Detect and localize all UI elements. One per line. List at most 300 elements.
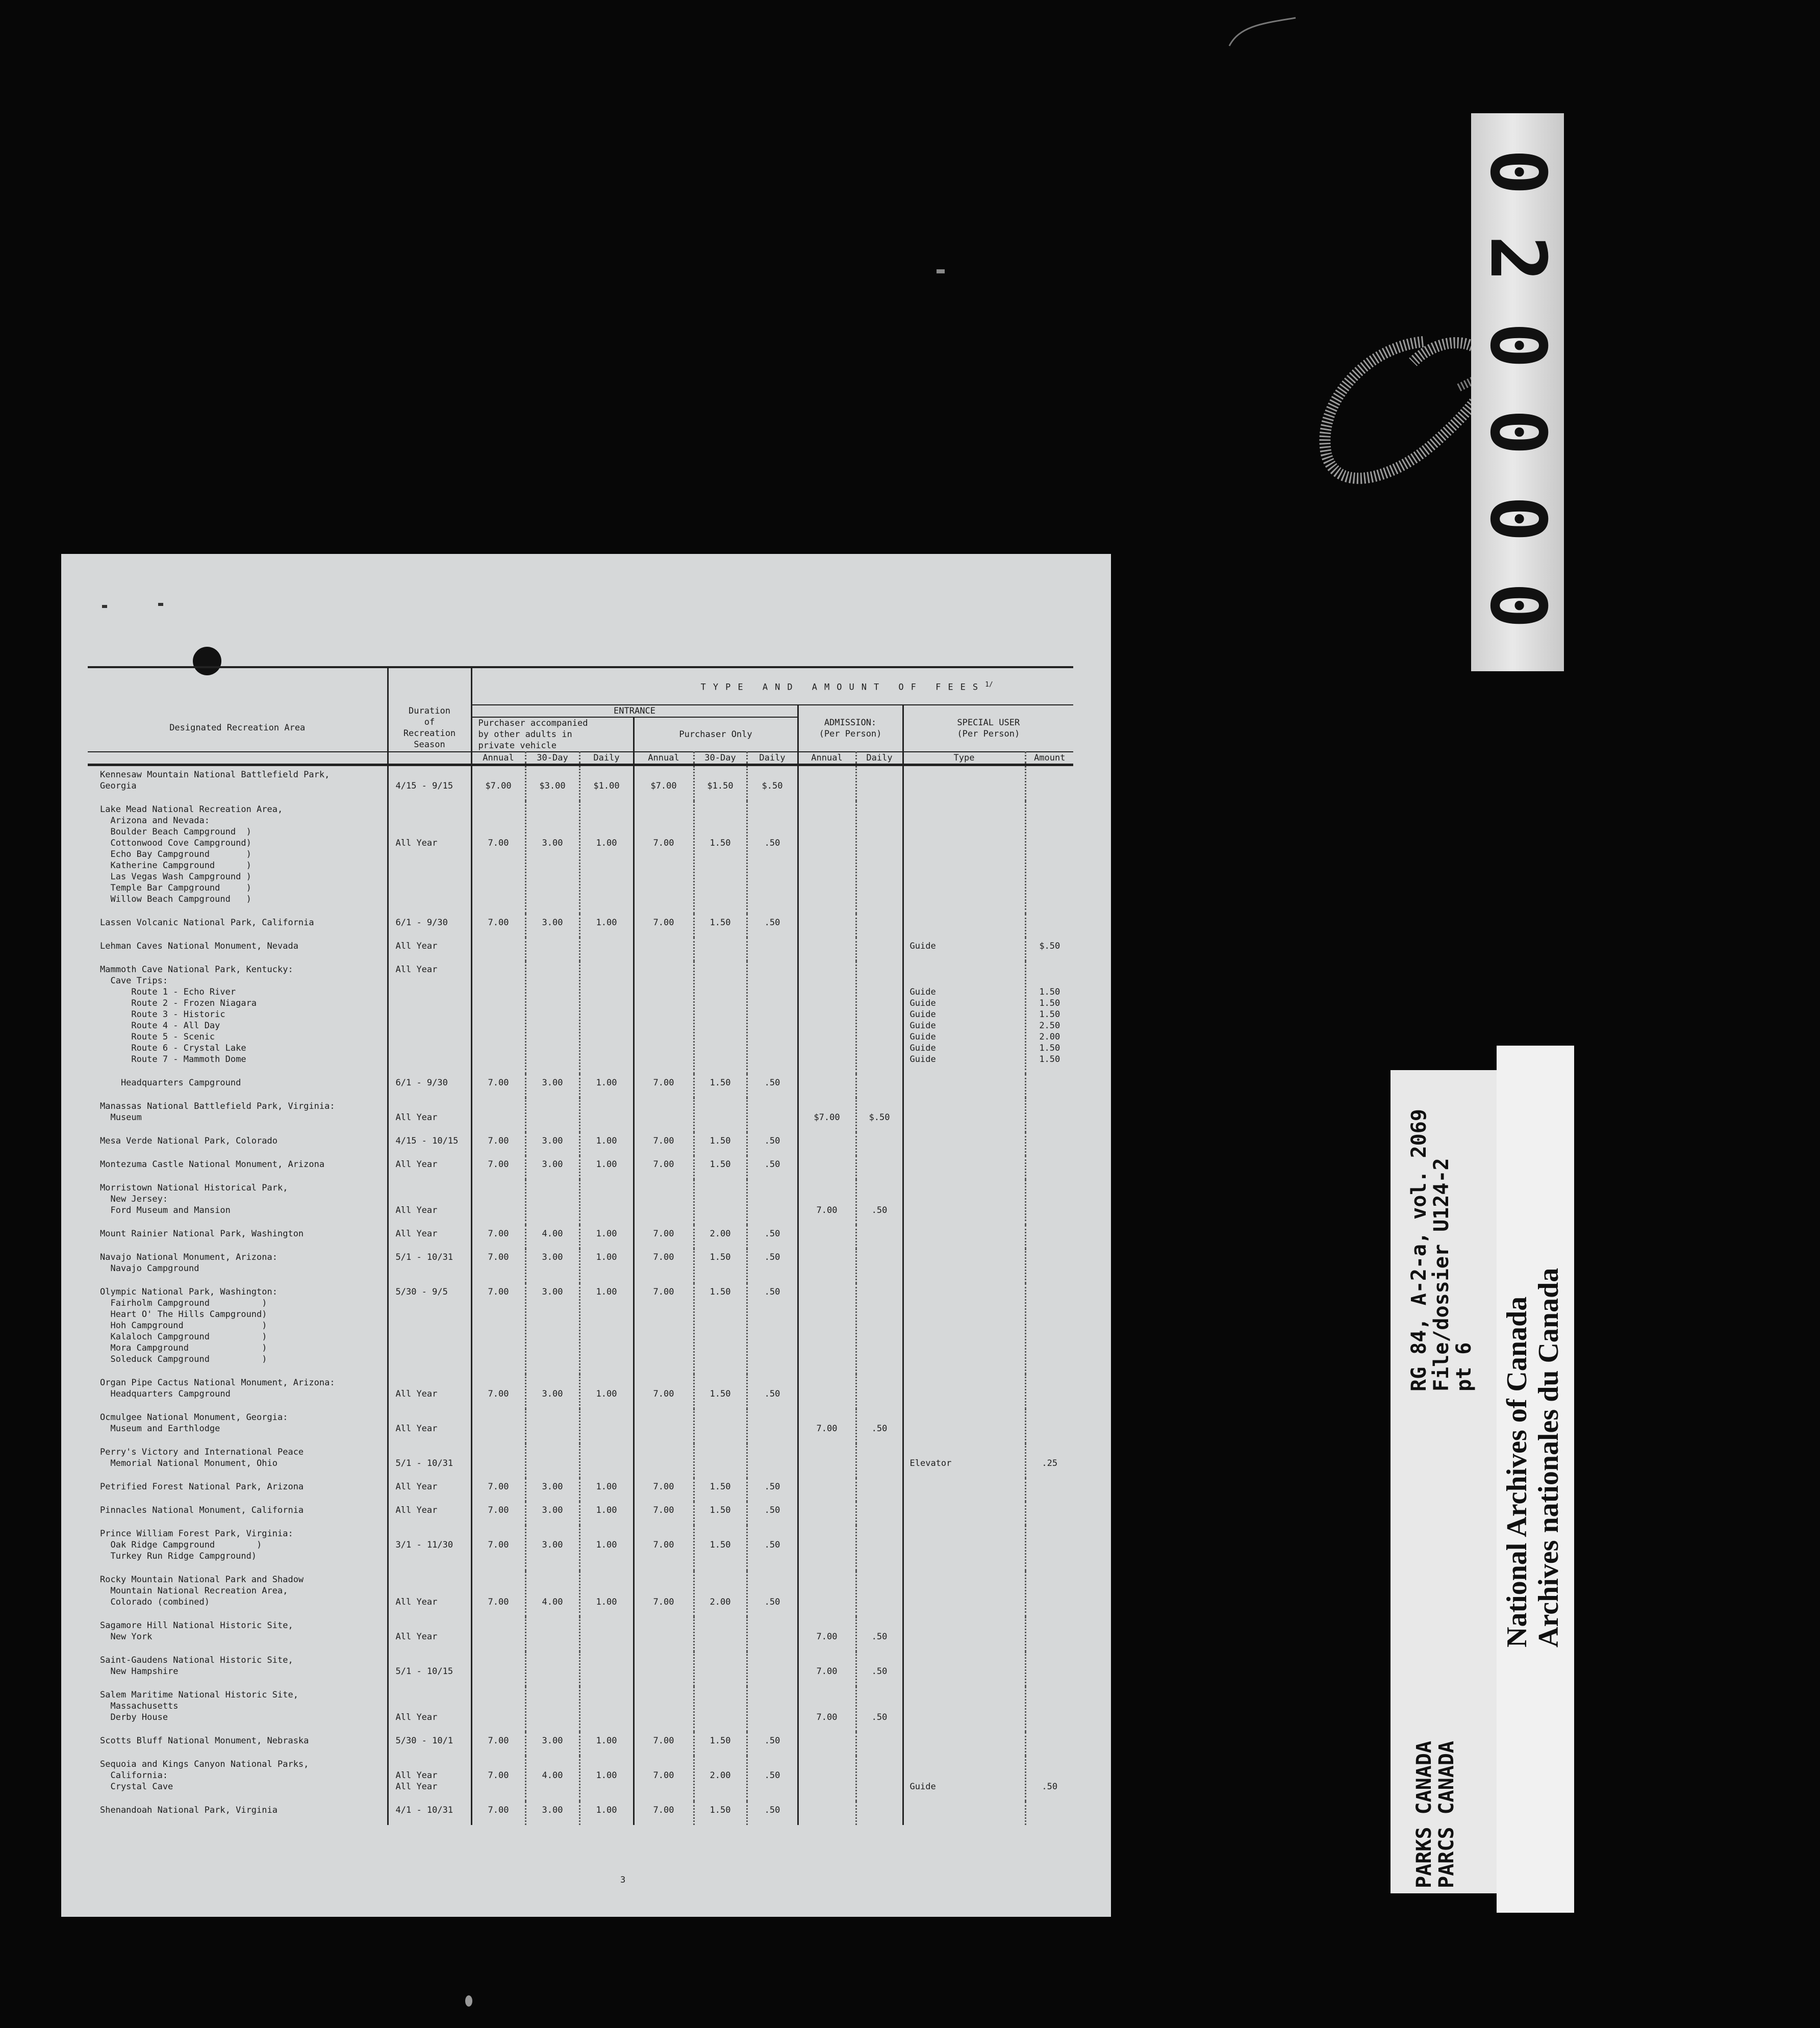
area-name: Rocky Mountain National Park and Shadow Mountain National Recreation Area, Colorado (combined): [100, 1574, 304, 1607]
purchaser-annual: [634, 1179, 694, 1225]
accompanied-daily: 1.00: [579, 1283, 634, 1374]
special-user-type: [903, 1502, 1025, 1525]
purchaser-annual: [634, 1652, 694, 1686]
season-duration: 5/1 - 10/31: [388, 1249, 471, 1283]
purchaser-30day: 1.50: [694, 1249, 747, 1283]
season-duration: 5/30 - 9/5: [388, 1283, 471, 1374]
fee-table-wrapper: [88, 666, 1073, 1825]
purchaser-annual: 7.00: [634, 1802, 694, 1825]
season-duration: All Year: [388, 1179, 471, 1225]
special-user-amount: [1025, 914, 1073, 937]
accompanied-daily: 1.00: [579, 1074, 634, 1098]
scratch-mark: [1224, 10, 1316, 51]
admission-daily: [856, 1249, 903, 1283]
page-number: 3: [620, 1875, 626, 1885]
special-user-type: [903, 1098, 1025, 1132]
purchaser-annual: [634, 1686, 694, 1732]
accompanied-annual: 7.00: [471, 1502, 525, 1525]
accompanied-daily: 1.00: [579, 1249, 634, 1283]
season-duration: 5/1 - 10/31: [388, 1443, 471, 1478]
accompanied-30day: [525, 1409, 579, 1443]
special-user-type: [903, 1802, 1025, 1825]
purchaser-daily: .50: [747, 801, 798, 914]
accompanied-30day: [525, 1098, 579, 1132]
area-name: Manassas National Battlefield Park, Virginia: Museum: [100, 1101, 335, 1123]
special-user-amount: [1025, 1156, 1073, 1179]
purchaser-daily: .50: [747, 1502, 798, 1525]
purchaser-30day: 1.50: [694, 1478, 747, 1502]
season-duration: 6/1 - 9/30: [388, 914, 471, 937]
season-duration: All Year: [388, 801, 471, 914]
header-duration: Duration of Recreation Season: [388, 705, 471, 752]
season-duration: All Year: [388, 1478, 471, 1502]
admission-daily: [856, 801, 903, 914]
special-user-amount: $.50: [1025, 937, 1073, 961]
admission-annual: [798, 1525, 856, 1571]
accompanied-30day: 3.00: [525, 1249, 579, 1283]
special-user-type: [903, 1249, 1025, 1283]
admission-daily: [856, 914, 903, 937]
subheader-spacer: [388, 752, 471, 765]
special-user-type: [903, 914, 1025, 937]
accompanied-30day: 4.00: [525, 1756, 579, 1802]
purchaser-annual: $7.00: [634, 765, 694, 801]
accompanied-30day: 4.00: [525, 1571, 579, 1617]
purchaser-daily: .50: [747, 1225, 798, 1249]
special-user-amount: .50: [1025, 1756, 1073, 1802]
accompanied-daily: [579, 937, 634, 961]
special-user-type: [903, 1074, 1025, 1098]
accompanied-daily: [579, 1098, 634, 1132]
accompanied-daily: 1.00: [579, 801, 634, 914]
admission-annual: 7.00: [798, 1652, 856, 1686]
special-user-amount: [1025, 1502, 1073, 1525]
admission-daily: [856, 1756, 903, 1802]
purchaser-annual: 7.00: [634, 1571, 694, 1617]
purchaser-daily: [747, 1652, 798, 1686]
purchaser-daily: [747, 961, 798, 1074]
special-user-type: [903, 1132, 1025, 1156]
purchaser-annual: 7.00: [634, 1502, 694, 1525]
purchaser-30day: [694, 961, 747, 1074]
frame-digit: 0: [1473, 495, 1562, 542]
area-name: Headquarters Campground: [100, 1077, 241, 1088]
special-user-type: [903, 1179, 1025, 1225]
subheader-daily: Daily: [856, 752, 903, 765]
admission-annual: [798, 1443, 856, 1478]
accompanied-daily: 1.00: [579, 1374, 634, 1409]
admission-daily: $.50: [856, 1098, 903, 1132]
purchaser-30day: 1.50: [694, 1732, 747, 1756]
accompanied-annual: [471, 1652, 525, 1686]
accompanied-annual: [471, 1617, 525, 1652]
accompanied-daily: [579, 1617, 634, 1652]
special-user-amount: [1025, 1225, 1073, 1249]
table-row: [88, 765, 1073, 801]
purchaser-30day: 1.50: [694, 1802, 747, 1825]
admission-annual: [798, 1732, 856, 1756]
accompanied-annual: 7.00: [471, 1802, 525, 1825]
purchaser-annual: 7.00: [634, 1249, 694, 1283]
accompanied-30day: [525, 1617, 579, 1652]
special-user-type: [903, 1525, 1025, 1571]
admission-daily: .50: [856, 1617, 903, 1652]
area-name: Prince William Forest Park, Virginia: Oak Ridge Campground ) Turkey Run Ridge Campground): [100, 1528, 293, 1561]
area-name: Petrified Forest National Park, Arizona: [100, 1481, 304, 1492]
admission-daily: [856, 1156, 903, 1179]
accompanied-annual: 7.00: [471, 914, 525, 937]
admission-annual: [798, 1283, 856, 1374]
accompanied-30day: [525, 1443, 579, 1478]
purchaser-annual: 7.00: [634, 1525, 694, 1571]
season-duration: All Year: [388, 1098, 471, 1132]
parks-line: PARKS CANADA: [1412, 1741, 1436, 1888]
purchaser-daily: .50: [747, 1732, 798, 1756]
table-row: [88, 1225, 1073, 1249]
admission-daily: .50: [856, 1409, 903, 1443]
season-duration: All Year: [388, 1502, 471, 1525]
purchaser-daily: .50: [747, 1249, 798, 1283]
accompanied-annual: 7.00: [471, 1525, 525, 1571]
special-user-amount: [1025, 1098, 1073, 1132]
purchaser-daily: $.50: [747, 765, 798, 801]
accompanied-daily: 1.00: [579, 1802, 634, 1825]
special-user-amount: [1025, 1802, 1073, 1825]
speck: [937, 269, 945, 273]
special-user-amount: [1025, 1652, 1073, 1686]
special-user-amount: [1025, 1571, 1073, 1617]
admission-daily: .50: [856, 1686, 903, 1732]
purchaser-daily: .50: [747, 1132, 798, 1156]
admission-annual: [798, 1374, 856, 1409]
purchaser-daily: [747, 937, 798, 961]
table-row: [88, 1756, 1073, 1802]
speck: [158, 603, 163, 606]
speck: [465, 1995, 472, 2007]
accompanied-annual: 7.00: [471, 1249, 525, 1283]
table-row: [88, 1571, 1073, 1617]
subheader-30day: 30-Day: [525, 752, 579, 765]
special-user-type: [903, 765, 1025, 801]
area-name: Mount Rainier National Park, Washington: [100, 1228, 304, 1239]
accompanied-annual: 7.00: [471, 1756, 525, 1802]
header-purchaser-accompanied: Purchaser accompanied by other adults in private vehicle: [471, 717, 634, 752]
area-name: Lassen Volcanic National Park, California: [100, 917, 314, 928]
accompanied-annual: [471, 937, 525, 961]
special-user-amount: [1025, 1374, 1073, 1409]
season-duration: All Year All Year: [388, 1756, 471, 1802]
accompanied-annual: 7.00: [471, 1732, 525, 1756]
admission-daily: [856, 1502, 903, 1525]
table-row: [88, 1156, 1073, 1179]
subheader-annual: Annual: [471, 752, 525, 765]
admission-annual: [798, 914, 856, 937]
purchaser-annual: 7.00: [634, 1374, 694, 1409]
admission-daily: [856, 1074, 903, 1098]
accompanied-daily: [579, 1652, 634, 1686]
admission-daily: [856, 1443, 903, 1478]
purchaser-annual: 7.00: [634, 1756, 694, 1802]
table-row: [88, 1617, 1073, 1652]
special-user-type: [903, 801, 1025, 914]
area-name: Montezuma Castle National Monument, Arizona: [100, 1159, 325, 1170]
admission-daily: [856, 937, 903, 961]
purchaser-30day: [694, 1652, 747, 1686]
frame-digit: 0: [1473, 409, 1562, 455]
purchaser-30day: 1.50: [694, 1374, 747, 1409]
purchaser-30day: [694, 1686, 747, 1732]
admission-annual: [798, 765, 856, 801]
accompanied-daily: 1.00: [579, 1571, 634, 1617]
accompanied-daily: 1.00: [579, 1225, 634, 1249]
special-user-type: [903, 1732, 1025, 1756]
admission-annual: 7.00: [798, 1409, 856, 1443]
speck: [102, 605, 107, 608]
accompanied-annual: 7.00: [471, 1478, 525, 1502]
table-row: [88, 1249, 1073, 1283]
purchaser-daily: .50: [747, 1571, 798, 1617]
archives-line-en: National Archives of Canada: [1501, 1296, 1533, 1647]
purchaser-annual: [634, 1443, 694, 1478]
table-row: [88, 1652, 1073, 1686]
special-user-amount: [1025, 1686, 1073, 1732]
archive-reference-label: [1391, 1070, 1498, 1893]
purchaser-30day: 2.00: [694, 1225, 747, 1249]
accompanied-30day: 3.00: [525, 914, 579, 937]
purchaser-30day: 1.50: [694, 914, 747, 937]
purchaser-30day: 1.50: [694, 1074, 747, 1098]
area-name: Kennesaw Mountain National Battlefield Park, Georgia: [100, 769, 330, 791]
accompanied-annual: [471, 1686, 525, 1732]
header-spacer: [388, 667, 471, 705]
area-name: Olympic National Park, Washington: Fairholm Campground ) Heart O' The Hills Campground) Hoh Campground ) Kalaloch Campground ) Mora Campground ) Soleduck Campground ): [100, 1286, 277, 1364]
season-duration: 6/1 - 9/30: [388, 1074, 471, 1098]
special-user-amount: [1025, 765, 1073, 801]
accompanied-30day: 3.00: [525, 1525, 579, 1571]
purchaser-30day: [694, 1409, 747, 1443]
special-user-type: Guide: [903, 937, 1025, 961]
header-spacer: [88, 667, 388, 705]
document-page: [61, 554, 1111, 1917]
purchaser-annual: [634, 1409, 694, 1443]
area-name: Lehman Caves National Monument, Nevada: [100, 941, 298, 951]
area-name: Morristown National Historical Park, New Jersey: Ford Museum and Mansion: [100, 1182, 288, 1215]
purchaser-daily: [747, 1179, 798, 1225]
accompanied-daily: 1.00: [579, 1756, 634, 1802]
accompanied-daily: 1.00: [579, 1478, 634, 1502]
admission-daily: [856, 1225, 903, 1249]
special-user-amount: .25: [1025, 1443, 1073, 1478]
special-user-type: [903, 1283, 1025, 1374]
purchaser-30day: 1.50: [694, 801, 747, 914]
admission-annual: [798, 1156, 856, 1179]
purchaser-annual: [634, 1098, 694, 1132]
season-duration: 3/1 - 11/30: [388, 1525, 471, 1571]
purchaser-daily: .50: [747, 1156, 798, 1179]
purchaser-30day: 1.50: [694, 1502, 747, 1525]
season-duration: All Year: [388, 1617, 471, 1652]
purchaser-annual: 7.00: [634, 1283, 694, 1374]
purchaser-30day: 2.00: [694, 1571, 747, 1617]
admission-annual: $7.00: [798, 1098, 856, 1132]
special-user-amount: [1025, 1074, 1073, 1098]
special-user-type: [903, 1478, 1025, 1502]
area-name: Ocmulgee National Monument, Georgia: Museum and Earthlodge: [100, 1412, 288, 1434]
admission-annual: [798, 961, 856, 1074]
special-user-type: [903, 1374, 1025, 1409]
area-name: Sequoia and Kings Canyon National Parks, California: Crystal Cave: [100, 1759, 309, 1792]
frame-digit: 0: [1473, 322, 1562, 369]
accompanied-annual: [471, 1179, 525, 1225]
accompanied-annual: [471, 1098, 525, 1132]
table-row: [88, 1374, 1073, 1409]
purchaser-annual: 7.00: [634, 1478, 694, 1502]
special-user-amount: [1025, 1478, 1073, 1502]
accompanied-daily: 1.00: [579, 1132, 634, 1156]
subheader-daily: Daily: [579, 752, 634, 765]
season-duration: All Year: [388, 1686, 471, 1732]
accompanied-daily: 1.00: [579, 1502, 634, 1525]
purchaser-annual: 7.00: [634, 801, 694, 914]
table-row: [88, 1179, 1073, 1225]
admission-annual: [798, 801, 856, 914]
header-purchaser-only: Purchaser Only: [634, 717, 798, 752]
purchaser-daily: .50: [747, 1478, 798, 1502]
admission-annual: 7.00: [798, 1179, 856, 1225]
accompanied-30day: 3.00: [525, 1802, 579, 1825]
purchaser-annual: 7.00: [634, 1132, 694, 1156]
frame-digit: 0: [1473, 582, 1562, 629]
admission-annual: [798, 1802, 856, 1825]
season-duration: 4/1 - 10/31: [388, 1802, 471, 1825]
accompanied-annual: 7.00: [471, 1074, 525, 1098]
purchaser-30day: [694, 1443, 747, 1478]
accompanied-30day: [525, 937, 579, 961]
special-user-amount: [1025, 1283, 1073, 1374]
accompanied-30day: 3.00: [525, 1283, 579, 1374]
season-duration: All Year: [388, 1156, 471, 1179]
accompanied-annual: [471, 1409, 525, 1443]
reference-line: File/dossier U124-2: [1430, 1158, 1453, 1391]
special-user-type: [903, 1686, 1025, 1732]
purchaser-30day: [694, 937, 747, 961]
accompanied-30day: 3.00: [525, 1074, 579, 1098]
admission-annual: [798, 1074, 856, 1098]
accompanied-annual: [471, 1443, 525, 1478]
accompanied-daily: [579, 1686, 634, 1732]
accompanied-30day: 3.00: [525, 801, 579, 914]
season-duration: All Year: [388, 1374, 471, 1409]
purchaser-30day: 1.50: [694, 1156, 747, 1179]
area-name: Mesa Verde National Park, Colorado: [100, 1135, 277, 1146]
area-name: Perry's Victory and International Peace Memorial National Monument, Ohio: [100, 1447, 304, 1468]
table-row: [88, 1478, 1073, 1502]
accompanied-annual: 7.00: [471, 1132, 525, 1156]
table-row: [88, 1409, 1073, 1443]
admission-annual: [798, 1478, 856, 1502]
season-duration: All Year: [388, 961, 471, 1074]
purchaser-daily: [747, 1686, 798, 1732]
season-duration: 4/15 - 9/15: [388, 765, 471, 801]
subheader-annual: Annual: [634, 752, 694, 765]
table-row: [88, 1283, 1073, 1374]
purchaser-annual: 7.00: [634, 1225, 694, 1249]
admission-daily: [856, 1802, 903, 1825]
special-user-amount: [1025, 1132, 1073, 1156]
reference-line: pt 6: [1452, 1342, 1476, 1391]
accompanied-annual: [471, 961, 525, 1074]
special-user-amount: [1025, 1249, 1073, 1283]
footnote-mark: 1/: [985, 681, 993, 689]
accompanied-30day: [525, 961, 579, 1074]
accompanied-30day: 3.00: [525, 1132, 579, 1156]
table-row: [88, 1686, 1073, 1732]
special-user-amount: [1025, 1409, 1073, 1443]
table-row: [88, 914, 1073, 937]
accompanied-30day: 3.00: [525, 1478, 579, 1502]
admission-annual: 7.00: [798, 1686, 856, 1732]
special-user-amount: [1025, 1525, 1073, 1571]
special-user-type: Guide Guide Guide Guide Guide Guide Guide: [903, 961, 1025, 1074]
area-name: Navajo National Monument, Arizona: Navajo Campground: [100, 1252, 277, 1274]
table-row: [88, 937, 1073, 961]
special-user-amount: [1025, 1732, 1073, 1756]
purchaser-daily: .50: [747, 914, 798, 937]
purchaser-annual: 7.00: [634, 1156, 694, 1179]
admission-daily: .50: [856, 1652, 903, 1686]
fee-table: [88, 666, 1073, 1825]
admission-annual: [798, 937, 856, 961]
table-row: [88, 1098, 1073, 1132]
table-row: [88, 961, 1073, 1074]
season-duration: All Year: [388, 937, 471, 961]
accompanied-daily: [579, 1443, 634, 1478]
accompanied-annual: 7.00: [471, 1225, 525, 1249]
accompanied-daily: 1.00: [579, 1525, 634, 1571]
area-name: Shenandoah National Park, Virginia: [100, 1805, 277, 1815]
table-row: [88, 1443, 1073, 1478]
purchaser-30day: 1.50: [694, 1132, 747, 1156]
area-name: Mammoth Cave National Park, Kentucky: Cave Trips: Route 1 - Echo River Route 2 - Frozen Niagara Route 3 - Historic Route 4 - All Day Route 5 - Scenic Route 6 - Crystal Lake Route 7 - Mammoth Dome: [100, 964, 293, 1064]
accompanied-30day: 4.00: [525, 1225, 579, 1249]
reference-line: RG 84, A-2-a, vol. 2069: [1407, 1109, 1431, 1391]
purchaser-30day: 2.00: [694, 1756, 747, 1802]
purchaser-daily: .50: [747, 1074, 798, 1098]
special-user-type: [903, 1652, 1025, 1686]
admission-annual: [798, 1502, 856, 1525]
purchaser-daily: .50: [747, 1756, 798, 1802]
special-user-type: [903, 1225, 1025, 1249]
purchaser-annual: [634, 1617, 694, 1652]
admission-daily: [856, 1283, 903, 1374]
accompanied-daily: 1.00: [579, 1732, 634, 1756]
accompanied-annual: 7.00: [471, 1571, 525, 1617]
special-user-type: [903, 1156, 1025, 1179]
accompanied-daily: 1.00: [579, 914, 634, 937]
subheader-spacer: [88, 752, 388, 765]
season-duration: All Year: [388, 1409, 471, 1443]
accompanied-annual: 7.00: [471, 801, 525, 914]
frame-number-sticker: [1471, 113, 1564, 671]
area-name: Scotts Bluff National Monument, Nebraska: [100, 1735, 309, 1746]
header-admission: ADMISSION: (Per Person): [798, 705, 903, 752]
accompanied-annual: 7.00: [471, 1156, 525, 1179]
season-duration: All Year: [388, 1225, 471, 1249]
table-row: [88, 1802, 1073, 1825]
purchaser-daily: [747, 1617, 798, 1652]
accompanied-30day: [525, 1179, 579, 1225]
purchaser-annual: [634, 937, 694, 961]
